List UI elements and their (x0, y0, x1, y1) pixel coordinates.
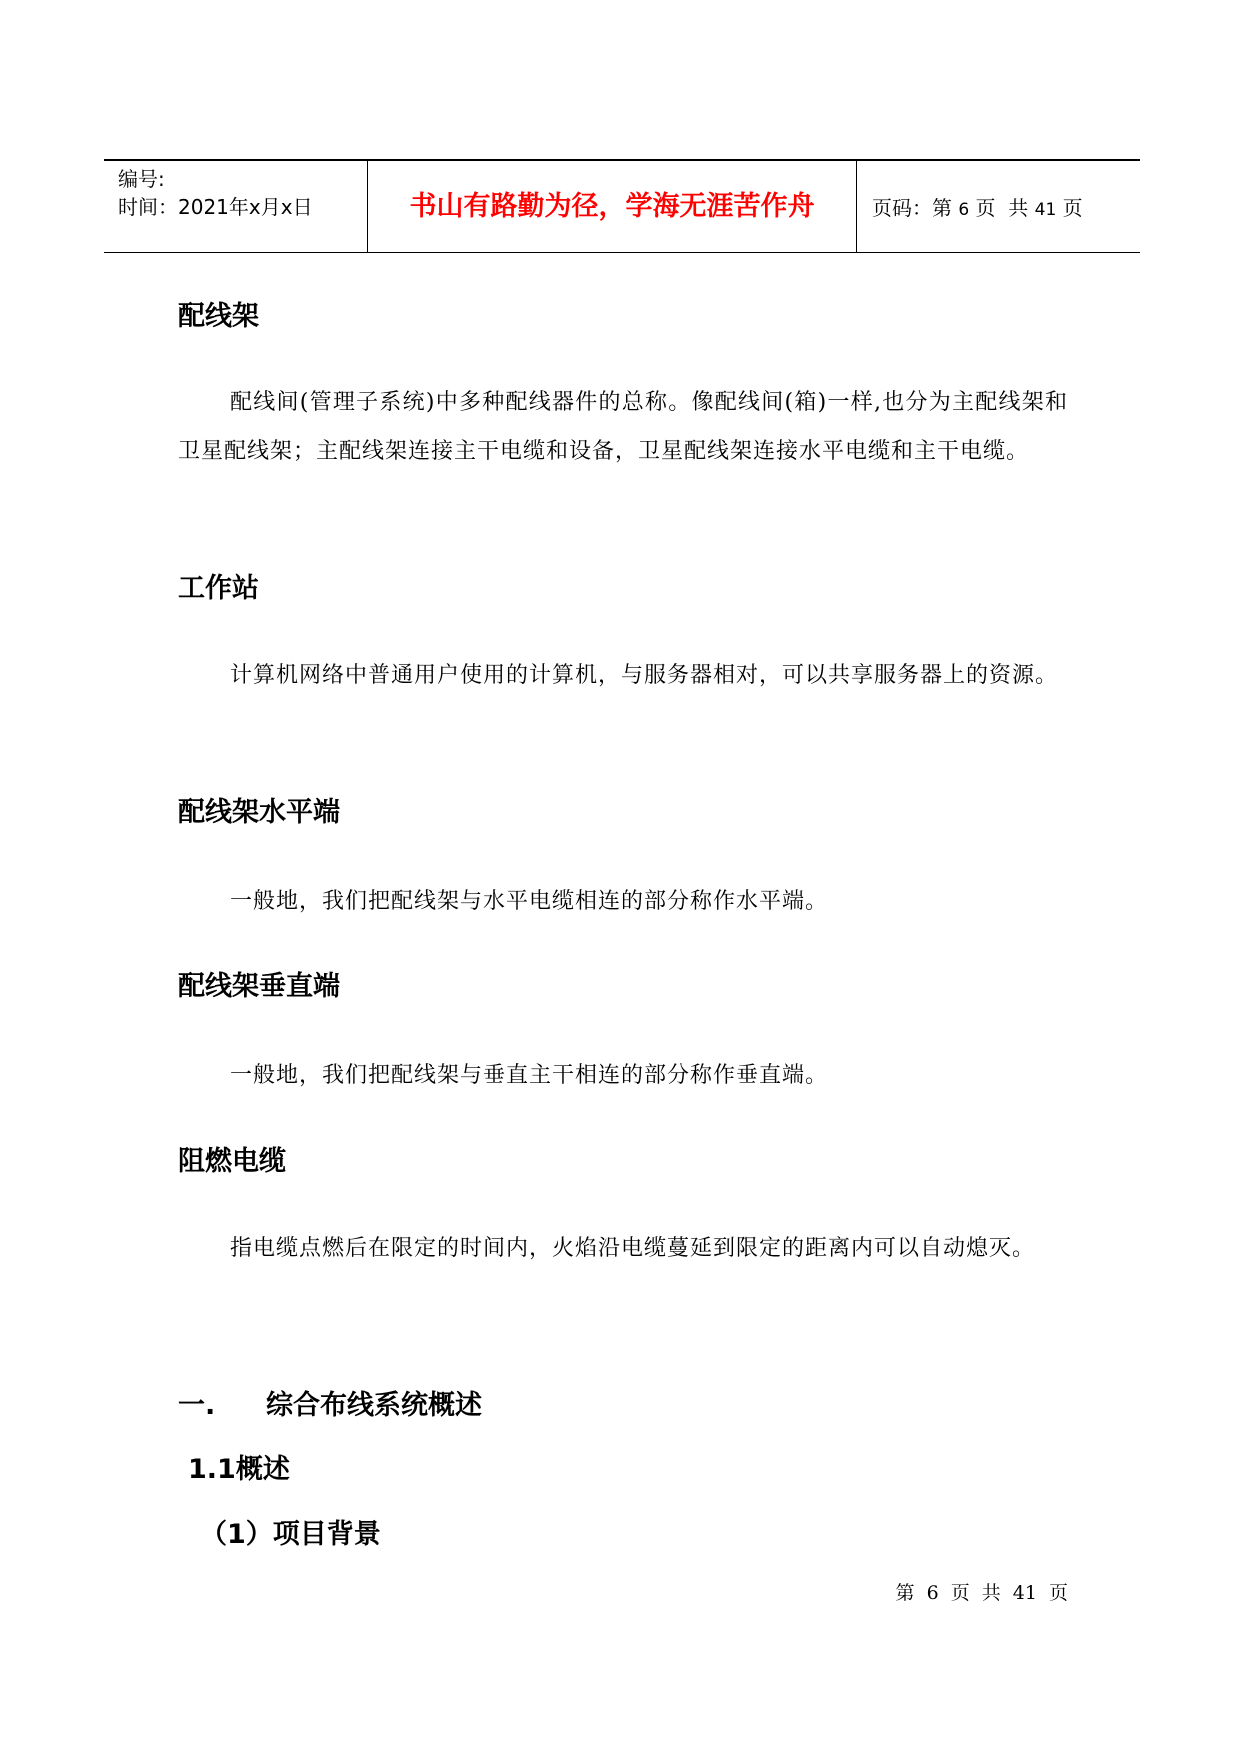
page-mid: 页 共 (975, 196, 1029, 220)
section-paragraph: 一般地，我们把配线架与垂直主干相连的部分称作垂直端。 (230, 1063, 829, 1088)
section-paragraph: 配线间(管理子系统)中多种配线器件的总称。像配线间(箱)一样,也分为主配线架和卫星配线架；主配线架连接主干电缆和设备，卫星配线架连接水平电缆和主干电缆。 (178, 390, 1068, 464)
section-title: 配线架水平端 (178, 797, 340, 828)
page-current: 6 (958, 200, 970, 220)
section-paragraph: 计算机网络中普通用户使用的计算机，与服务器相对，可以共享服务器上的资源。 (230, 663, 1059, 688)
chapter-title: 综合布线系统概述 (266, 1390, 482, 1421)
header-page-indicator (872, 194, 1083, 224)
section-title: 配线架垂直端 (178, 971, 340, 1002)
chapter-heading (178, 1389, 482, 1423)
header-meta (118, 165, 313, 221)
header-motto: 书山有路勤为径，学海无涯苦作舟 (409, 191, 815, 222)
header-time-label: 时间：2021年x月x日 (118, 195, 313, 219)
page-footer: 第 6 页 共 41 页 (895, 1582, 1068, 1604)
page-total: 41 (1034, 200, 1057, 220)
section-paragraph: 指电缆点燃后在限定的时间内，火焰沿电缆蔓延到限定的距离内可以自动熄灭。 (230, 1236, 1036, 1261)
header-divider (856, 161, 857, 253)
page-header (104, 159, 1140, 253)
section-title: 阻燃电缆 (178, 1146, 286, 1177)
section-paragraph: 一般地，我们把配线架与水平电缆相连的部分称作水平端。 (230, 889, 829, 914)
page-prefix: 页码：第 (872, 196, 952, 220)
header-number-label: 编号: (118, 167, 165, 191)
page-suffix: 页 (1062, 196, 1083, 220)
subsubsection-heading: （1）项目背景 (200, 1519, 381, 1550)
chapter-number: 一. (178, 1390, 216, 1421)
section-title: 工作站 (178, 573, 259, 604)
subsection-heading: 1.1概述 (188, 1454, 290, 1485)
section-title: 配线架 (178, 301, 259, 332)
